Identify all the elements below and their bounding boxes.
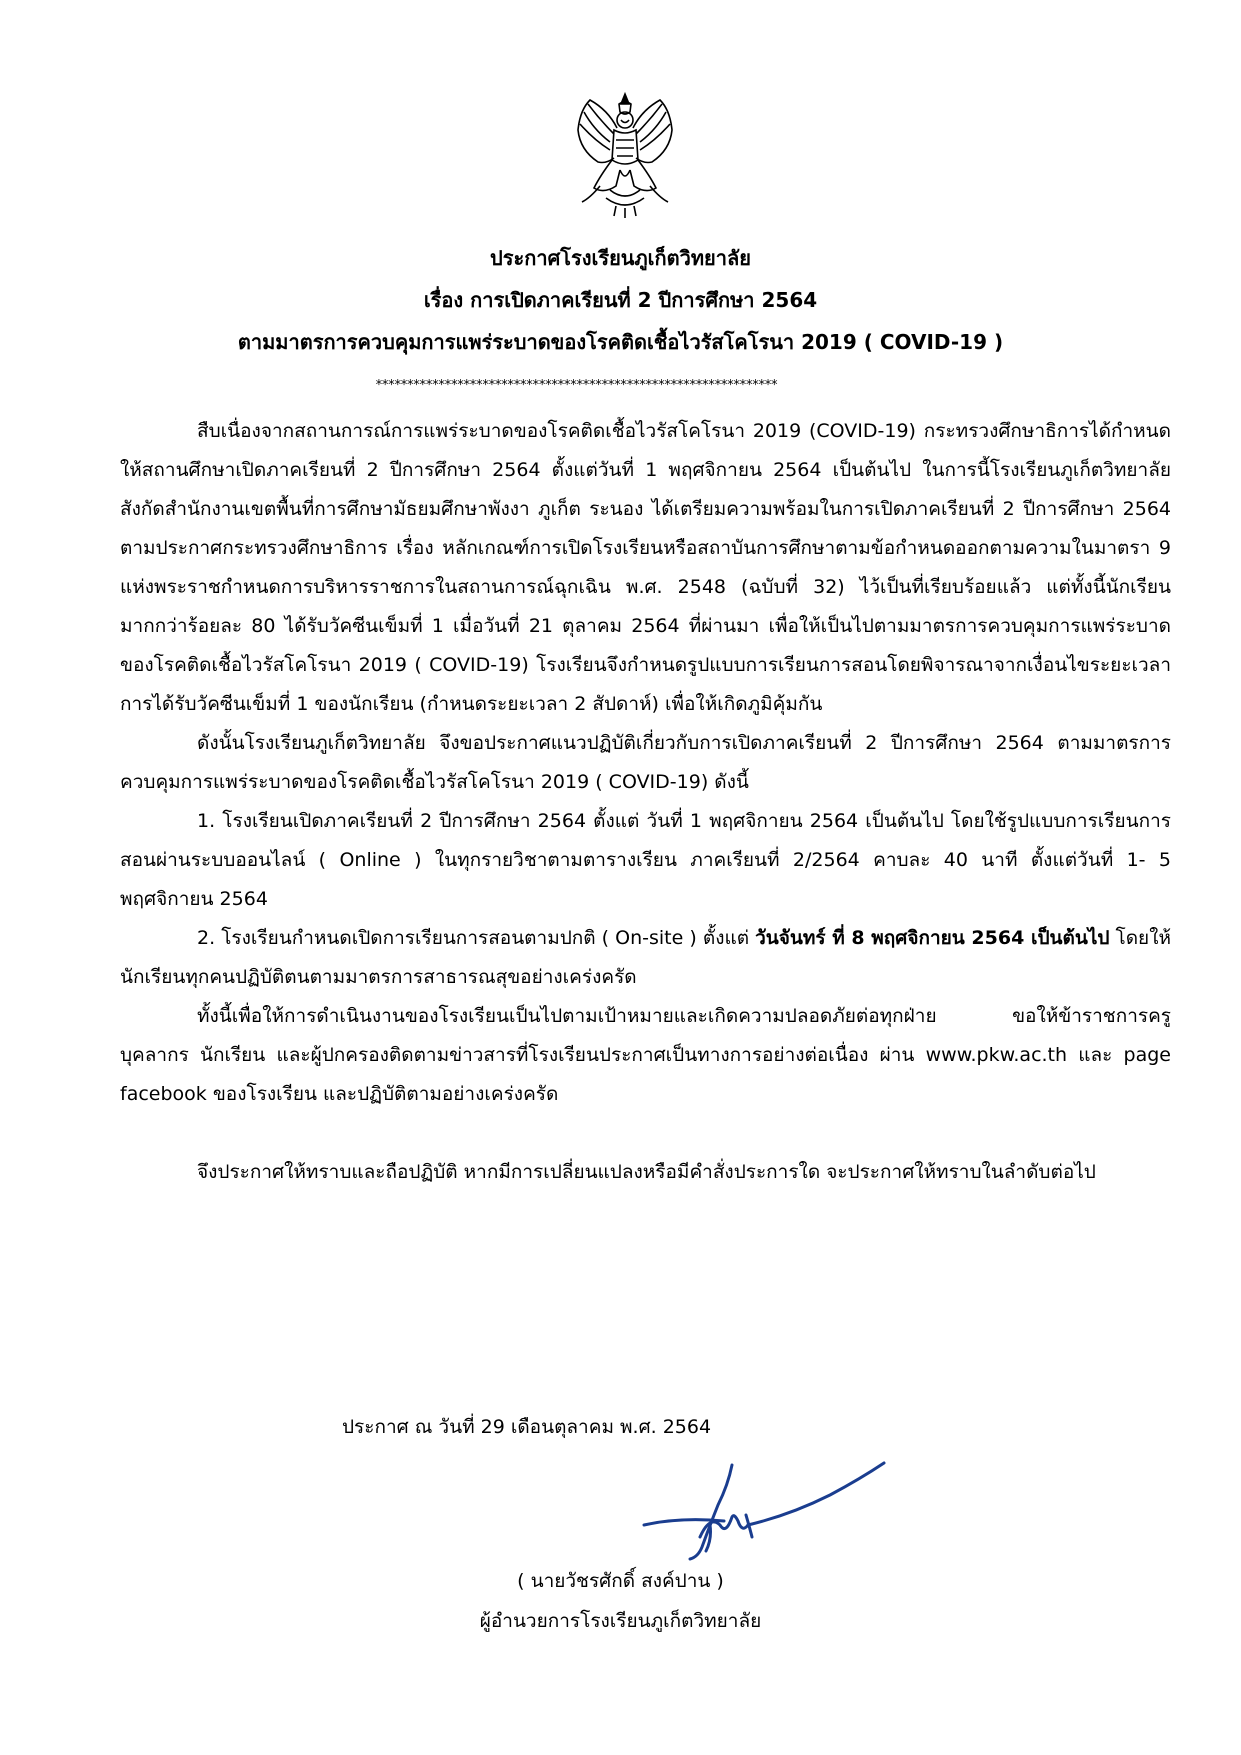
onsite-text-end: โดยให้นักเรียนทุกคนปฏิบัติตนตามมาตรการสาธารณสุขอย่างเคร่งครัด xyxy=(120,927,1171,988)
signer-position: ผู้อำนวยการโรงเรียนภูเก็ตวิทยาลัย xyxy=(479,1610,762,1632)
list-item-online: 1. โรงเรียนเปิดภาคเรียนที่ 2 ปีการศึกษา 2564 ตั้งแต่ วันที่ 1 พฤศจิกายน 2564 เป็นต้นไป โดยใช้รูปแบบการเรียนการสอนผ่านระบบออนไลน์ ( Online ) ในทุกรายวิชาตามตารางเรียน ภาคเรียนที่ 2/2564 คาบละ 40 นาที ตั้งแต่วันที่ 1- 5 พฤศจิกายน 2564 xyxy=(120,810,1171,910)
garuda-emblem-icon xyxy=(570,90,680,220)
separator-line: **************************************************************** xyxy=(375,378,777,393)
announcement-title: ประกาศโรงเรียนภูเก็ตวิทยาลัย xyxy=(490,246,751,270)
handwritten-signature xyxy=(640,1455,890,1567)
paragraph-background: สืบเนื่องจากสถานการณ์การแพร่ระบาดของโรคติดเชื้อไวรัสโคโรนา 2019 (COVID-19) กระทรวงศึกษาธิการได้กำหนดให้สถานศึกษาเปิดภาคเรียนที่ 2 ปีการศึกษา 2564 ตั้งแต่วันที่ 1 พฤศจิกายน 2564 เป็นต้นไป ในการนี้โรงเรียนภูเก็ตวิทยาลัย สังกัดสำนักงานเขตพื้นที่การศึกษามัธยมศึกษาพังงา ภูเก็ต ระนอง ได้เตรียมความพร้อมในการเปิดภาคเรียนที่ 2 ปีการศึกษา 2564 ตามประกาศกระทรวงศึกษาธิการ เรื่อง หลักเกณฑ์การเปิดโรงเรียนหรือสถาบันการศึกษาตามข้อกำหนดออกตามความในมาตรา 9 แห่งพระราชกำหนดการบริหารราชการในสถานการณ์ฉุกเฉิน พ.ศ. 2548 (ฉบับที่ 32) ไว้เป็นที่เรียบร้อยแล้ว แต่ทั้งนี้นักเรียนมากกว่าร้อยละ 80 ได้รับวัคซีนเข็มที่ 1 เมื่อวันที่ 21 ตุลาคม 2564 ที่ผ่านมา เพื่อให้เป็นไปตามมาตรการควบคุมการแพร่ระบาดของโรคติดเชื้อไวรัสโคโรนา 2019 ( COVID-19) โรงเรียนจึงกำหนดรูปแบบการเรียนการสอนโดยพิจารณาจากเงื่อนไขระยะเวลาการได้รับวัคซีนเข็มที่ 1 ของนักเรียน (กำหนดระยะเวลา 2 สัปดาห์) เพื่อให้เกิดภูมิคุ้มกัน xyxy=(120,420,1171,715)
announcement-date: ประกาศ ณ วันที่ 29 เดือนตุลาคม พ.ศ. 2564 xyxy=(342,1416,712,1438)
onsite-date: วันจันทร์ ที่ 8 พฤศจิกายน 2564 เป็นต้นไป xyxy=(755,927,1110,949)
paragraph-closing: จึงประกาศให้ทราบและถือปฏิบัติ หากมีการเปลี่ยนแปลงหรือมีคำสั่งประการใด จะประกาศให้ทราบในลำดับต่อไป xyxy=(197,1161,1096,1183)
paragraph-announcement: ดังนั้นโรงเรียนภูเก็ตวิทยาลัย จึงขอประกาศแนวปฏิบัติเกี่ยวกับการเปิดภาคเรียนที่ 2 ปีการศึกษา 2564 ตามมาตรการควบคุมการแพร่ระบาดของโรคติดเชื้อไวรัสโคโรนา 2019 ( COVID-19) ดังนี้ xyxy=(120,732,1171,793)
announcement-body xyxy=(120,412,1171,1192)
list-item-onsite xyxy=(120,919,1171,997)
signer-name: ( นายวัชรศักดิ์ สงค์ปาน ) xyxy=(517,1570,724,1592)
announcement-subject: เรื่อง การเปิดภาคเรียนที่ 2 ปีการศึกษา 2564 xyxy=(423,288,818,312)
announcement-subtitle: ตามมาตรการควบคุมการแพร่ระบาดของโรคติดเชื้อไวรัสโคโรนา 2019 ( COVID-19 ) xyxy=(237,330,1004,354)
paragraph-follow-news: ทั้งนี้เพื่อให้การดำเนินงานของโรงเรียนเป็นไปตามเป้าหมายและเกิดความปลอดภัยต่อทุกฝ่าย ขอให้ข้าราชการครู บุคลากร นักเรียน และผู้ปกครองติดตามข่าวสารที่โรงเรียนประกาศเป็นทางการอย่างต่อเนื่อง ผ่าน www.pkw.ac.th และ page facebook ของโรงเรียน และปฏิบัติตามอย่างเคร่งครัด xyxy=(120,1005,1171,1105)
onsite-text-start: 2. โรงเรียนกำหนดเปิดการเรียนการสอนตามปกติ ( On-site ) ตั้งแต่ xyxy=(197,927,756,949)
